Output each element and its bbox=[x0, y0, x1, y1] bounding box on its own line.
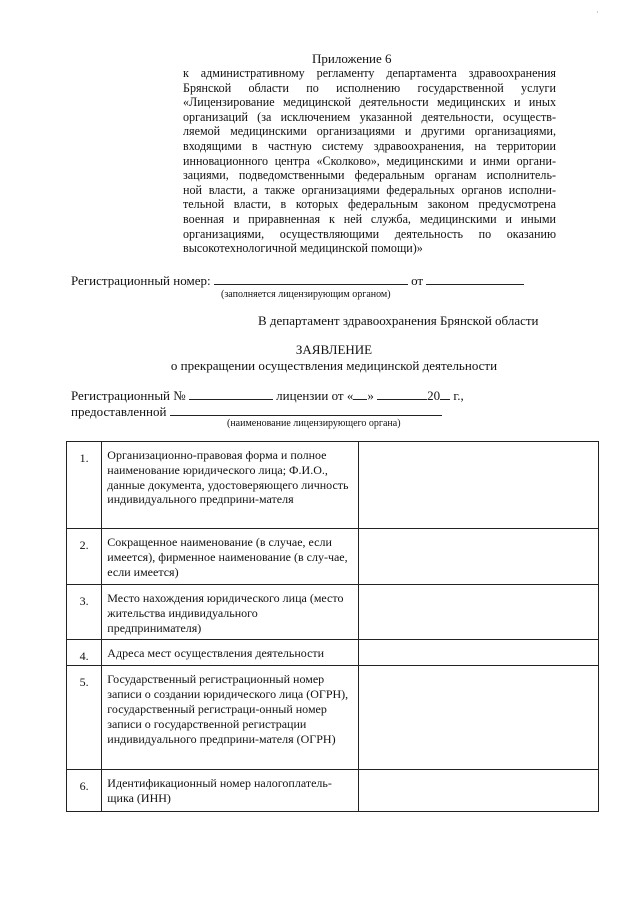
row-number: 1. bbox=[67, 442, 102, 529]
appendix-line: зациями, подведомственными федеральным органам исполнитель- bbox=[183, 168, 556, 183]
appendix-line: организациями, осуществляющими деятельность по оказанию bbox=[183, 226, 556, 241]
license-year-prefix: 20 bbox=[427, 388, 441, 403]
row-number: 5. bbox=[67, 666, 102, 770]
row-number: 2. bbox=[67, 529, 102, 585]
row-value-field[interactable] bbox=[358, 666, 598, 770]
row-label: Сокращенное наименование (в случае, если имеется), фирменное наименование (в слу-чае, если имеется) bbox=[102, 529, 358, 585]
license-year-suffix: г., bbox=[453, 388, 464, 403]
table-row bbox=[67, 640, 599, 666]
appendix-line: ляемой медицинскими организациями и другими организациями, bbox=[183, 124, 556, 139]
row-number: 3. bbox=[67, 585, 102, 640]
registration-number-line bbox=[71, 272, 524, 289]
scan-artifact: · bbox=[596, 8, 599, 18]
applicant-info-table bbox=[66, 441, 599, 812]
appendix-title: Приложение 6 bbox=[312, 51, 392, 66]
license-number-line bbox=[71, 387, 464, 404]
license-issuer-hint: (наименование лицензирующего органа) bbox=[227, 418, 401, 429]
license-issued-label: предоставленной bbox=[71, 404, 167, 419]
row-label: Государственный регистрационный номер записи о создании юридического лица (ОГРН), государственный регистраци-онный номер записи о государственной регистрации индивидуального предприни-мателя (ОГРН) bbox=[102, 666, 358, 770]
row-label: Организационно-правовая форма и полное наименование юридического лица; Ф.И.О., данные документа, удостоверяющего личность индивидуального предприни-мателя bbox=[102, 442, 358, 529]
appendix-text bbox=[183, 66, 556, 256]
table-row bbox=[67, 585, 599, 640]
row-value-field[interactable] bbox=[358, 585, 598, 640]
registration-number-field[interactable] bbox=[214, 272, 408, 285]
appendix-line: инновационного центра «Сколково», медицинскими и инми органи- bbox=[183, 153, 556, 168]
appendix-line: Брянской области по исполнению государственной услуги bbox=[183, 80, 556, 95]
appendix-line: «Лицензирование медицинской деятельности медицинских и иных bbox=[183, 95, 556, 110]
statement-subtitle: о прекращении осуществления медицинской деятельности bbox=[170, 358, 498, 373]
license-reg-label: Регистрационный № bbox=[71, 388, 186, 403]
table-row bbox=[67, 666, 599, 770]
appendix-line: ной власти, а также организациями федеральных органов исполни- bbox=[183, 182, 556, 197]
license-month-field[interactable] bbox=[377, 387, 427, 400]
table-row bbox=[67, 529, 599, 585]
row-value-field[interactable] bbox=[358, 442, 598, 529]
license-year-field[interactable] bbox=[440, 387, 450, 400]
registration-hint: (заполняется лицензирующим органом) bbox=[221, 289, 391, 300]
statement-title: ЗАЯВЛЕНИЕ bbox=[295, 342, 373, 357]
row-label: Место нахождения юридического лица (место жительства индивидуального предпринимателя) bbox=[102, 585, 358, 640]
row-label: Идентификационный номер налогоплатель-щика (ИНН) bbox=[102, 770, 358, 812]
license-from-label: лицензии от « bbox=[276, 388, 354, 403]
license-quote-close: » bbox=[367, 388, 374, 403]
registration-number-label: Регистрационный номер: bbox=[71, 273, 211, 288]
table-row bbox=[67, 770, 599, 812]
license-day-field[interactable] bbox=[353, 387, 367, 400]
row-value-field[interactable] bbox=[358, 770, 598, 812]
table-row bbox=[67, 442, 599, 529]
license-number-field[interactable] bbox=[189, 387, 273, 400]
appendix-line: тельной власти, в которых федеральным законом предусмотрена bbox=[183, 197, 556, 212]
appendix-line: высокотехнологичной медицинской помощи)» bbox=[183, 241, 423, 256]
row-number: 6. bbox=[67, 770, 102, 812]
appendix-line: военная и приравненная к ней служба, медицинскими и иными bbox=[183, 211, 556, 226]
appendix-line: входящими в частную систему здравоохранения, на территории bbox=[183, 138, 556, 153]
row-value-field[interactable] bbox=[358, 529, 598, 585]
appendix-line: к административному регламенту департамента здравоохранения bbox=[183, 66, 556, 80]
row-value-field[interactable] bbox=[358, 640, 598, 666]
registration-date-field[interactable] bbox=[426, 272, 524, 285]
license-issuer-field[interactable] bbox=[170, 403, 442, 416]
addressee: В департамент здравоохранения Брянской области bbox=[258, 313, 539, 328]
appendix-line: организаций (за исключением указанной деятельности, осуществ- bbox=[183, 109, 556, 124]
row-number: 4. bbox=[67, 640, 102, 666]
registration-date-label: от bbox=[411, 273, 424, 288]
row-label: Адреса мест осуществления деятельности bbox=[102, 640, 358, 666]
